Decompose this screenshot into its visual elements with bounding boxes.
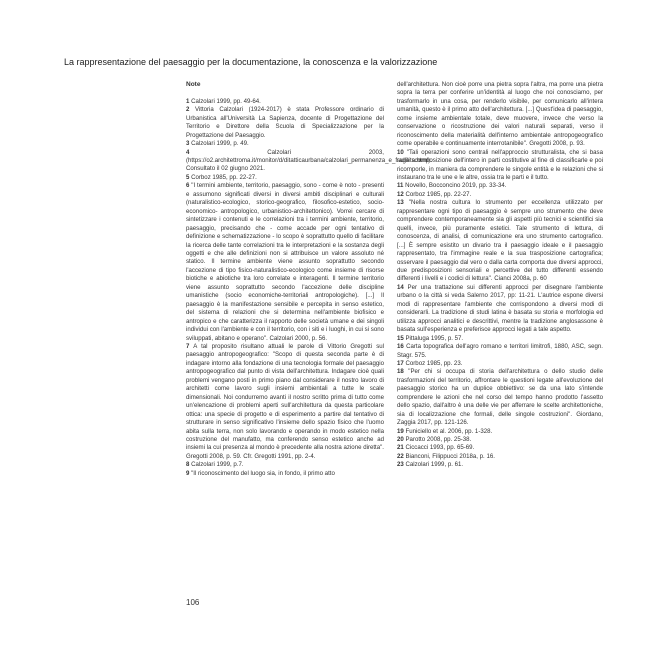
footnote-number: 5 [186,173,190,181]
footnote [397,149,603,183]
footnote [397,461,603,469]
footnote [397,199,603,284]
footnote-number: 3 [186,140,190,148]
footnote-number: 14 [397,283,404,291]
footnote-text: Calzolari 1999, p. 61. [405,461,464,469]
footnote-text: Ciccacci 1993, pp. 65-69. [405,444,475,452]
footnote [397,360,603,368]
footnote-text: Calzolari 1999, p. 49. [191,140,249,148]
footnote-number: 8 [186,461,190,469]
footnote-text: "I termini ambiente, territorio, paesaggio, sono - come è noto - presenti e assumono significati diversi in diversi ambiti disciplinari e culturali (naturalistico-ecologico, storico-geografico, filosofico-estetico, socio-economico- antropologico, urbanistico-architettonico). Vorrei cercare di sintetizzare i contenuti e le correlazioni tra i termini ambiente, territorio, paesaggio, precisando che - come accade per ogni tentativo di definizione e schematizzazione - lo scopo è soprattutto quello di facilitare la ricerca delle tante correlazioni tra le interpretazioni e la sostanza degli oggetti e che alle definizioni non si attribuisce un valore assoluto né statico. Il termine ambiente viene assunto soprattutto secondo l'accezione di tipo fisico-naturalistico-ecologico come insieme di risorse biotiche e abiotiche tra loro correlate e interagenti. Il termine territorio viene assunto soprattutto secondo l'accezione delle discipline umanistiche (socio economiche-territoriali antropologiche). [...] Il paesaggio è la manifestazione sensibile e percepita in senso estetico, del sistema di relazioni che si determina nell'ambiente biofisico e antropico e che caratterizza il rapporto delle società umane e dei singoli individui con l'ambiente e con il territorio, con i siti e i luoghi, in cui si sono sviluppati, abitano e operano". Calzolari 2000, p. 56. [186,182,384,342]
footnote [397,368,603,427]
footnote-number: 20 [397,436,404,444]
notes-column-right [397,81,603,470]
footnote [397,436,603,444]
footnote-number: 4 [186,148,190,156]
note-continuation: dell'architettura. Non cioè porre una pietra sopra l'altra, ma porre una pietra sopra la terra per conferire un'identità al luogo che noi conosciamo, per trasformarlo in una cosa, per renderlo visibile, per comunicarlo all'intera umanità, questo è il primo atto dell'architettura. [...] Quest'idea di paesaggio, come insieme ambientale totale, deve muovere, invece che verso la conservazione o ricostruzione dei valori naturali separati, verso il riconoscimento della materialità dell'interno ambientale antropogeografico come operabile e continuamente interrotanibile". Gregotti 2008, p. 93. [397,81,603,148]
footnote-number: 10 [397,148,404,156]
footnote-number: 19 [397,427,404,435]
footnote-text: Corboz 1985, pp. 23. [405,359,463,367]
footnote [397,343,603,360]
footnote-text: Carta topografica dell'agro romano e territori limitrofi, 1880, ASC, segn. Stagr. 575. [397,343,603,359]
footnote-number: 7 [186,342,190,350]
footnote-text: Calzolari 1999, pp. 49-64. [191,97,261,105]
footnote-number: 22 [397,452,404,460]
footnote-text: Parotto 2008, pp. 25-38. [405,436,472,444]
footnote [186,182,384,343]
footnote-text: Pittaluga 1995, p. 57. [405,334,464,342]
footnote [397,284,603,335]
footnote [186,106,384,140]
footnote-text: Novello, Bocconcino 2019, pp. 33-34. [405,182,507,190]
footnote-number: 15 [397,334,404,342]
footnote-text: Bianconi, Filippucci 2018a, p. 16. [405,452,495,460]
footnote-text: Per una trattazione sui differenti approcci per disegnare l'ambiente urbano o la città si veda Salerno 2017, pp: 11-21. L'autrice espone diversi modi di rappresentare l'ambiente che corrispondono a diversi modi di considerarli. La tradizione di studi latina è basata su storia e morfologia ed utilizza approcci analitici e descrittivi, mentre la tradizione anglosassone è basata sull'esperienza e preferisce approcci legati a tale aspetto. [397,283,603,334]
footnote-number: 6 [186,182,190,190]
footnote-text: A tal proposito risultano attuali le parole di Vittorio Gregotti sul paesaggio antropogeografico: "Scopo di questa seconda parte è di indagare intorno alla fondazione di una tecnologia formale del paesaggio antropogeografico dal punto di vista dell'architettura. Indagare cioè quali problemi vengano posti in primo piano dal considerare il nostro lavoro di architetti come lavoro sugli insiemi ambientali a tutte le scale dimensionali. Noi condurremo avanti il nostro scritto prima di tutto come un'elencazione di problemi aperti sull'architettura da questa particolare ottica: una specie di progetto e di esperimento a partire dal tentativo di strutturare in senso significativo l'insieme dello spazio fisico che l'uomo abita sulla terra, non solo lavorando e operando in modo estetico nella costruzione del manufatto, ma conferendo senso estetico anche ad insiemi la cui presenza al mondo è precedente alla nostra azione diretta". Gregotti 2008, p. 59. Cfr. Gregotti 1991, pp. 2-4. [186,342,385,460]
footnote-number: 1 [186,97,190,105]
footnote-number: 21 [397,444,404,452]
page-number: 106 [186,598,200,607]
footnote-number: 13 [397,199,404,207]
running-head: La rappresentazione del paesaggio per la documentazione, la conoscenza e la valorizzazione [64,57,438,67]
footnote-text: Corboz 1985, pp. 22-27. [405,190,472,198]
footnote [397,335,603,343]
footnote [186,461,384,469]
footnote [186,343,384,461]
footnote-text: Corboz 1985, pp. 22-27. [191,173,257,181]
footnote-text: "Il riconoscimento del luogo sia, in fondo, il primo atto [191,469,335,477]
footnote-number: 18 [397,368,404,376]
footnote-number: 11 [397,182,404,190]
footnote-text: "Per chi si occupa di storia dell'architettura o dello studio delle trasformazioni del territorio, affrontare le questioni legate all'evoluzione del paesaggio storico ha un duplice obbiettivo: se da una lato s'intende comprendere le azioni che nel corso del tempo hanno prodotto l'assetto dello spazio, dall'altro è una delle vie per afferrare le scelte architettoniche, sia di localizzazione che formali, delle singole costruzioni". Giordano, Zaggia 2017, pp. 121-126. [397,368,604,427]
footnote [186,98,384,106]
footnote [186,470,384,478]
footnote-text: Funiciello et al. 2006, pp. 1-328. [405,427,493,435]
footnote-text: "Tali operazioni sono centrali nell'approccio strutturalista, che si basa sulla scomposizione dell'intero in parti costitutive al fine di classificarle e poi ricomporle, in maniera da comprendere le singole entità e le relazioni che si instaurano tra le une e le altre, ossia tra le parti e il tutto. [397,148,603,181]
footnote-text: "Nella nostra cultura lo strumento per eccellenza utilizzato per rappresentare ogni tipo di paesaggio è sempre uno strumento che deve comprendere contemporaneamente sia gli aspetti più tecnici e scientifici sia quelli, invece, più puramente estetici. Tale strumento di lettura, di conoscenza, di analisi, di comunicazione era uno strumento cartografico. [...] È sempre esistito un divario tra il paesaggio ideale e il paesaggio rappresentato, tra l'immagine reale e la sua trasposizione cartografica; osservare il paesaggio dal vero o dalla carta comporta due diversi approcci, due predisposizioni sensoriali e percettive del tutto differenti essendo differenti i livelli e i codici di lettura". Cianci 2008a, p. 60 [397,199,603,283]
footnote-number: 12 [397,190,404,198]
footnote [397,191,603,199]
footnote [397,428,603,436]
footnote-number: 16 [397,343,404,351]
footnote [397,453,603,461]
footnote-text: Calzolari 2003, (https://o2.architettroma.it/monitor/d/ditatticaurbana/calzolari_permanenza_e_fragilita.html). Consultato il 02 giugno 2021. [186,148,432,173]
footnote-text: Vittoria Calzolari (1924-2017) è stata Professore ordinario di Urbanistica all'Università La Sapienza, docente di Progettazione del Territorio e Direttore della Scuola di Specializzazione per la Progettazione del Paesaggio. [186,106,384,139]
footnote [186,174,384,182]
footnote [397,444,603,452]
footnote-text: Calzolari 1999, p.7. [191,461,244,469]
footnote-number: 23 [397,461,404,469]
notes-heading: Note [186,81,201,88]
footnote [397,182,603,190]
footnote-number: 2 [186,106,190,114]
footnote [186,140,384,148]
footnote-number: 9 [186,469,190,477]
right-notes-list [397,149,603,470]
footnote-number: 17 [397,359,404,367]
